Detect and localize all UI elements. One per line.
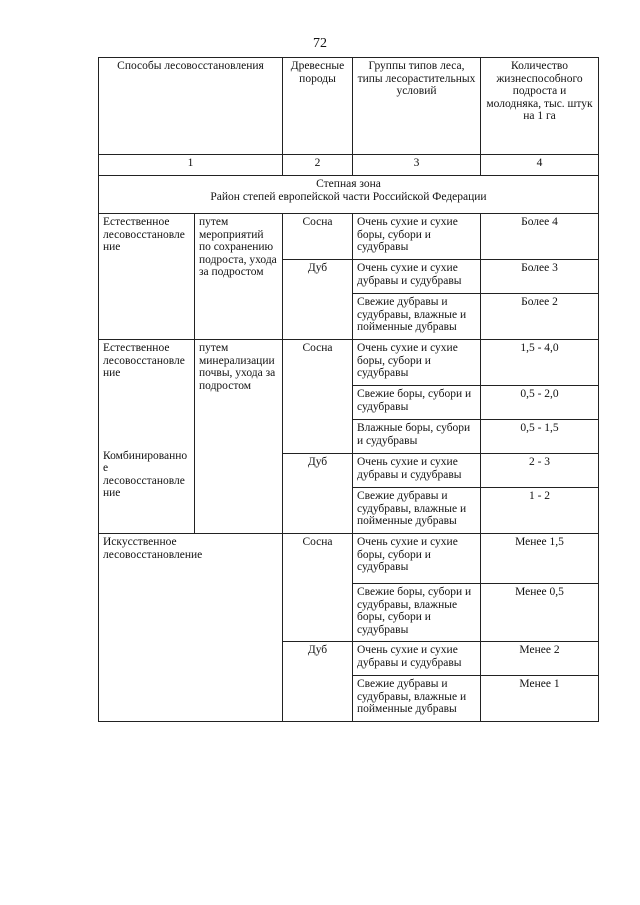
quantity-cell: 0,5 - 2,0 [481, 386, 599, 420]
col-number-1: 1 [99, 155, 283, 176]
forest-type-cell: Влажные боры, субори и судубравы [353, 420, 481, 454]
forest-type-cell: Свежие боры, субори и судубравы [353, 386, 481, 420]
forest-type-cell: Свежие дубравы и судубравы, влажные и пойменные дубравы [353, 294, 481, 340]
forest-type-cell: Свежие дубравы и судубравы, влажные и пойменные дубравы [353, 488, 481, 534]
species-cell: Сосна [283, 340, 353, 454]
species-cell: Дуб [283, 260, 353, 340]
quantity-cell: Менее 1 [481, 676, 599, 722]
zone-line-2: Район степей европейской части Российской Федерации [210, 190, 487, 203]
table-row [99, 340, 599, 386]
header-species: Древесные породы [283, 58, 353, 155]
forest-type-cell: Очень сухие и сухие дубравы и судубравы [353, 260, 481, 294]
table-row [99, 534, 599, 584]
species-cell: Сосна [283, 534, 353, 642]
col-number-2: 2 [283, 155, 353, 176]
quantity-cell: Более 4 [481, 214, 599, 260]
species-cell: Дуб [283, 642, 353, 722]
forest-type-cell: Свежие дубравы и судубравы, влажные и пойменные дубравы [353, 676, 481, 722]
quantity-cell: Более 2 [481, 294, 599, 340]
forest-type-cell: Очень сухие и сухие боры, субори и судубравы [353, 340, 481, 386]
quantity-cell: 1,5 - 4,0 [481, 340, 599, 386]
zone-title [99, 176, 599, 214]
method-cell: Искусственное лесовосстановление [99, 534, 283, 722]
quantity-cell: 0,5 - 1,5 [481, 420, 599, 454]
quantity-cell: 1 - 2 [481, 488, 599, 534]
quantity-cell: 2 - 3 [481, 454, 599, 488]
header-methods: Способы лесовосстановления [99, 58, 283, 155]
species-cell: Сосна [283, 214, 353, 260]
forest-type-cell: Свежие боры, субори и судубравы, влажные боры, субори и судубравы [353, 584, 481, 642]
header-quantity: Количество жизнеспособного подроста и молодняка, тыс. штук на 1 га [481, 58, 599, 155]
col-number-4: 4 [481, 155, 599, 176]
table-row [99, 214, 599, 260]
quantity-cell: Менее 0,5 [481, 584, 599, 642]
measure-cell: путем минерализации почвы, ухода за подростом [195, 340, 283, 534]
method-cell: Естественное лесовосстановле ние [99, 214, 195, 340]
method-combined: Комбинированно е лесовосстановле ние [103, 449, 188, 499]
forest-type-cell: Очень сухие и сухие боры, субори и судубравы [353, 534, 481, 584]
species-cell: Дуб [283, 454, 353, 534]
quantity-cell: Менее 1,5 [481, 534, 599, 584]
header-row [99, 58, 599, 155]
quantity-cell: Более 3 [481, 260, 599, 294]
method-natural: Естественное лесовосстановле ние [103, 342, 185, 379]
forest-type-cell: Очень сухие и сухие дубравы и судубравы [353, 642, 481, 676]
forest-type-cell: Очень сухие и сухие дубравы и судубравы [353, 454, 481, 488]
measure-cell: путем мероприятий по сохранению подроста, ухода за подростом [195, 214, 283, 340]
column-numbers-row [99, 155, 599, 176]
zone-line-1: Степная зона [316, 178, 381, 190]
reforestation-table [98, 57, 599, 722]
page-number: 72 [313, 36, 327, 51]
forest-type-cell: Очень сухие и сухие боры, субори и судубравы [353, 214, 481, 260]
col-number-3: 3 [353, 155, 481, 176]
header-forest-types: Группы типов леса, типы лесорастительных условий [353, 58, 481, 155]
zone-row [99, 176, 599, 214]
quantity-cell: Менее 2 [481, 642, 599, 676]
method-cell [99, 340, 195, 534]
